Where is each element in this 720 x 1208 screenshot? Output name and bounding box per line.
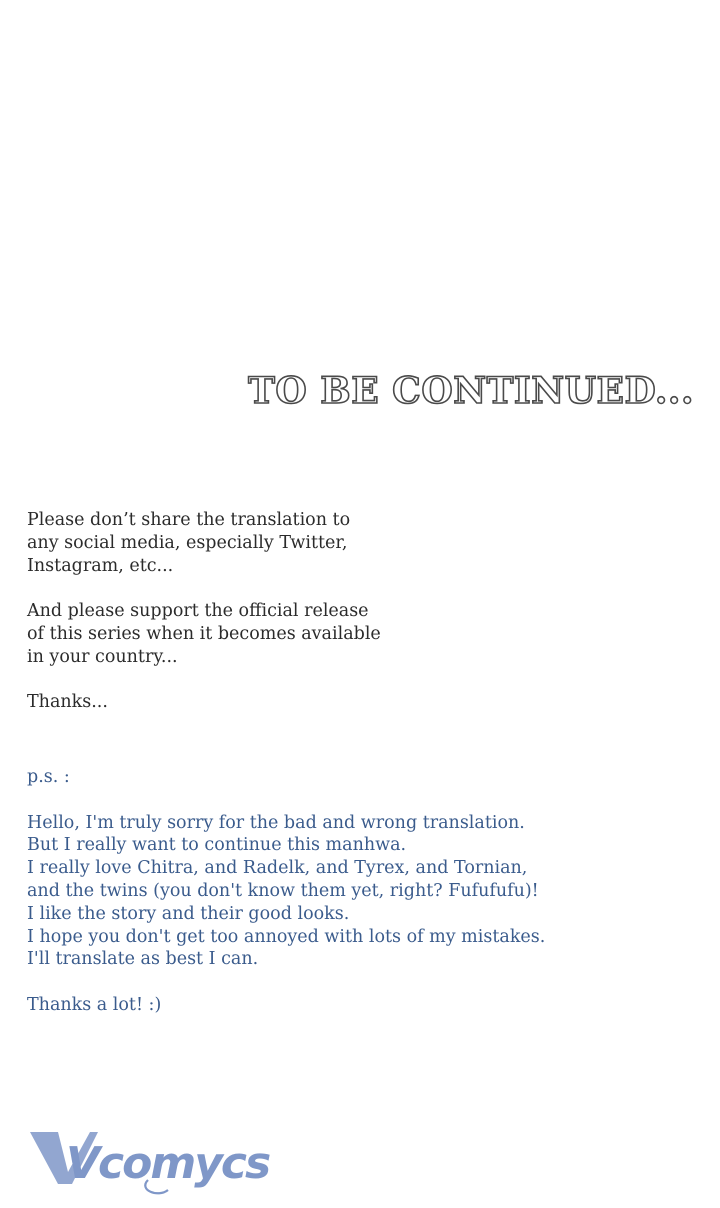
notice-paragraph — [27, 600, 381, 668]
notice-line: any social media, especially Twitter, — [27, 532, 348, 553]
notice-paragraph — [27, 509, 381, 577]
notice-block — [27, 509, 381, 737]
ps-label-text: p.s. : — [27, 767, 70, 787]
notice-line: in your country... — [27, 646, 178, 667]
notice-line: And please support the official release — [27, 601, 369, 622]
logo-text: Vcomycs — [66, 1138, 270, 1189]
ps-block — [27, 766, 545, 1040]
notice-line: Thanks... — [27, 692, 108, 713]
vcomycs-logo — [28, 1128, 270, 1198]
ps-message-line: I hope you don't get too annoyed with lots of my mistakes. — [27, 926, 546, 947]
ps-message-line: and the twins (you don't know them yet, right? Fufufufu)! — [27, 880, 539, 901]
ps-closing — [27, 994, 545, 1017]
ps-label — [27, 766, 545, 789]
ps-message-line: But I really want to continue this manhwa. — [27, 835, 407, 856]
ps-message-line: I like the story and their good looks. — [27, 903, 350, 924]
notice-line: Instagram, etc... — [27, 555, 174, 576]
ps-closing-text: Thanks a lot! :) — [27, 994, 162, 1015]
notice-paragraph — [27, 691, 381, 714]
ps-message-line: Hello, I'm truly sorry for the bad and wrong translation. — [27, 812, 525, 833]
ps-message — [27, 812, 545, 972]
ps-message-line: I really love Chitra, and Radelk, and Tyrex, and Tornian, — [27, 858, 528, 879]
ps-message-line: I'll translate as best I can. — [27, 949, 259, 970]
notice-line: Please don’t share the translation to — [27, 510, 351, 530]
notice-line: of this series when it becomes available — [27, 623, 381, 644]
to-be-continued-heading: TO BE CONTINUED... — [248, 370, 694, 412]
